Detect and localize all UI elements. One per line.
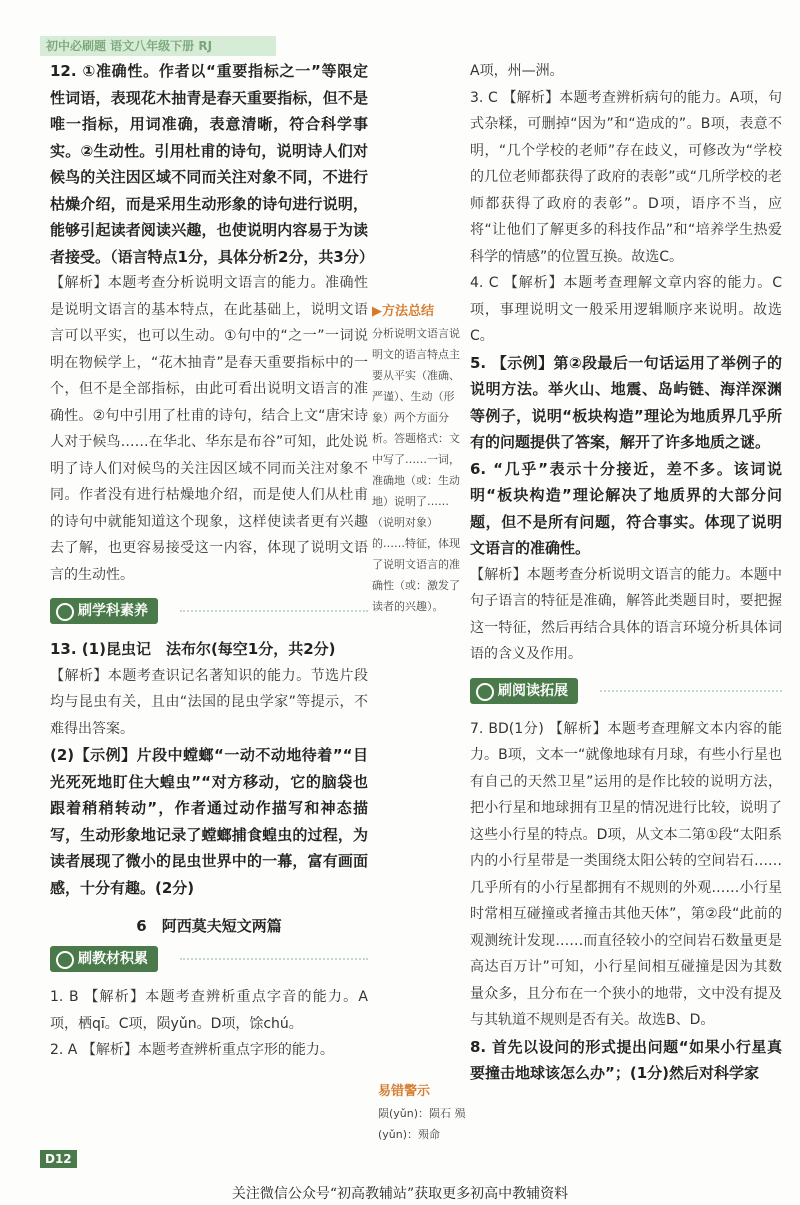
section-bar-subject-literacy — [50, 598, 368, 624]
question-2: 2. A 【解析】本题考查辨析重点字形的能力。 — [50, 1042, 334, 1058]
section-title: 刷学科素养 — [50, 598, 158, 624]
section-title: 刷教材积累 — [50, 946, 158, 972]
question-6: 6. “几乎”表示十分接近，差不多。该词说明“板块构造”理论解决了地质界的大部分问题，但不是所有问题，符合事实。体现了说明文语言的准确性。 — [470, 459, 782, 557]
question-1: 1. B 【解析】本题考查辨析重点字音的能力。A项，栖qī。C项，陨yǔn。D项，馀chú。 — [50, 989, 368, 1032]
section-bar-reading — [470, 678, 782, 704]
running-header: 初中必刷题 语文八年级下册 RJ — [40, 36, 276, 56]
answer-line: A项，州—洲。 — [470, 63, 564, 79]
section-title: 刷阅读拓展 — [470, 678, 578, 704]
lesson-title: 6 阿西莫夫短文两篇 — [136, 917, 282, 935]
question-12: 12. ①准确性。作者以“重要指标之一”等限定性词语，表现花木抽青是春天重要指标，但不是唯一指标，用词准确，表意清晰，符合科学事实。②生动性。引用杜甫的诗句，说明诗人们对候鸟的关注因区域不同而关注对象不同，不进行枯燥介绍，而是采用生动形象的诗句进行说明，能够引起读者阅读兴趣，也使说明内容易于为读者接受。（语言特点1分，具体分析2分，共3分） — [50, 62, 374, 266]
right-column — [470, 58, 782, 1087]
side-note-method — [372, 300, 464, 617]
side-note-text: 陨(yǔn)：陨石 殒(yǔn)：殒命 — [378, 1107, 466, 1141]
side-note-warning — [378, 1080, 468, 1145]
question-13-part1: 13. (1)昆虫记 法布尔(每空1分，共2分) — [50, 640, 336, 658]
question-5: 5. 【示例】第②段最后一句话运用了举例子的说明方法。举火山、地震、岛屿链、海洋深渊等例子，说明“板块构造”理论为地质界几乎所有的问题提供了答案，解开了许多地质之谜。 — [470, 353, 782, 451]
divider — [180, 958, 368, 960]
question-13-part2: (2)【示例】片段中螳螂“一动不动地待着”“目光死死地盯住大蝗虫”“对方移动，它的脑袋也跟着稍稍转动”，作者通过动作描写和神态描写，生动形象地记录了螳螂捕食蝗虫的过程，为读者展现了微小的昆虫世界中的一幕，富有画面感，十分有趣。(2分) — [50, 746, 368, 897]
side-note-text: 分析说明文语言说明文的语言特点主要从平实（准确、严谨）、生动（形象）两个方面分析。答题格式：文中写了……一词，准确地（或：生动地）说明了……（说明对象）的……特征，体现了说明文语言的准确性（或：激发了读者的兴趣）。 — [372, 327, 460, 613]
section-bar-textbook — [50, 946, 368, 972]
left-column — [50, 58, 374, 1064]
side-note-title: 易错警示 — [378, 1084, 431, 1099]
footer-note: 关注微信公众号“初高教辅站”获取更多初高中教辅资料 — [231, 1186, 569, 1202]
divider — [600, 690, 782, 692]
triangle-icon: ▶ — [372, 304, 382, 319]
question-7: 7. BD(1分) 【解析】本题考查理解文本内容的能力。B项，文本一“就像地球有月球，有些小行星也有自己的天然卫星”运用的是作比较的说明方法，把小行星和地球拥有卫星的情况进行比较，说明了这些小行星的特点。D项，从文本二第①段“太阳系内的小行星带是一类围绕太阳公转的空间岩石……几乎所有的小行星都拥有不规则的外观……小行星时常相互碰撞或者撞击其他天体”，第②段“此前的观测统计发现……而直径较小的空间岩石数量更是高达百万计”可知，小行星间相互碰撞是因为其数量众多，且分布在一个狭小的地带，文中没有提及与其轨道不规则是否有关。故选B、D。 — [470, 720, 782, 1028]
side-note-title: ▶方法总结 — [372, 304, 435, 319]
question-3: 3. C 【解析】本题考查辨析病句的能力。A项，句式杂糅，可删掉“因为”和“造成的”。B项，表意不明，“几个学校的老师”存在歧义，可修改为“学校的几位老师都获得了政府的表彰”或“几所学校的老师都获得了政府的表彰”。D项，语序不当，应将“让他们了解更多的科技作品”和“培养学生热爱科学的情感”的位置互换。故选C。 — [470, 89, 782, 265]
question-13-part1-analysis: 【解析】本题考查识记名著知识的能力。节选片段均与昆虫有关，且由“法国的昆虫学家”等提示，不难得出答案。 — [50, 667, 368, 737]
question-12-analysis: 【解析】本题考查分析说明文语言的能力。准确性是说明文语言的基本特点，在此基础上，说明文语言可以平实，也可以生动。①句中的“之一”一词说明在物候学上，“花木抽青”是春天重要指标中的一个，但不是全部指标，由此可看出说明文语言的准确性。②句中引用了杜甫的诗句，结合上文“唐宋诗人对于候鸟……在华北、华东是布谷”可知，此处说明了诗人们对候鸟的关注因区域不同而关注对象不同。作者没有进行枯燥地介绍，而是使人们从杜甫的诗句中就能知道这个现象，这样使读者更有兴趣去了解，也更容易接受这一内容，体现了说明文语言的生动性。 — [50, 275, 368, 583]
divider — [180, 610, 368, 612]
question-4: 4. C 【解析】本题考查理解文章内容的能力。C项，事理说明文一般采用逻辑顺序来说明。故选C。 — [470, 275, 782, 344]
question-6-analysis: 【解析】本题考查分析说明文语言的能力。本题中句子语言的特征是准确，解答此类题目时，要把握这一特征，然后再结合具体的语言环境分析具体词语的含义及作用。 — [470, 566, 782, 662]
question-8: 8. 首先以设问的形式提出问题“如果小行星真要撞击地球该怎么办”；(1分)然后对科学家 — [470, 1037, 782, 1082]
page-number: D12 — [40, 1150, 77, 1168]
